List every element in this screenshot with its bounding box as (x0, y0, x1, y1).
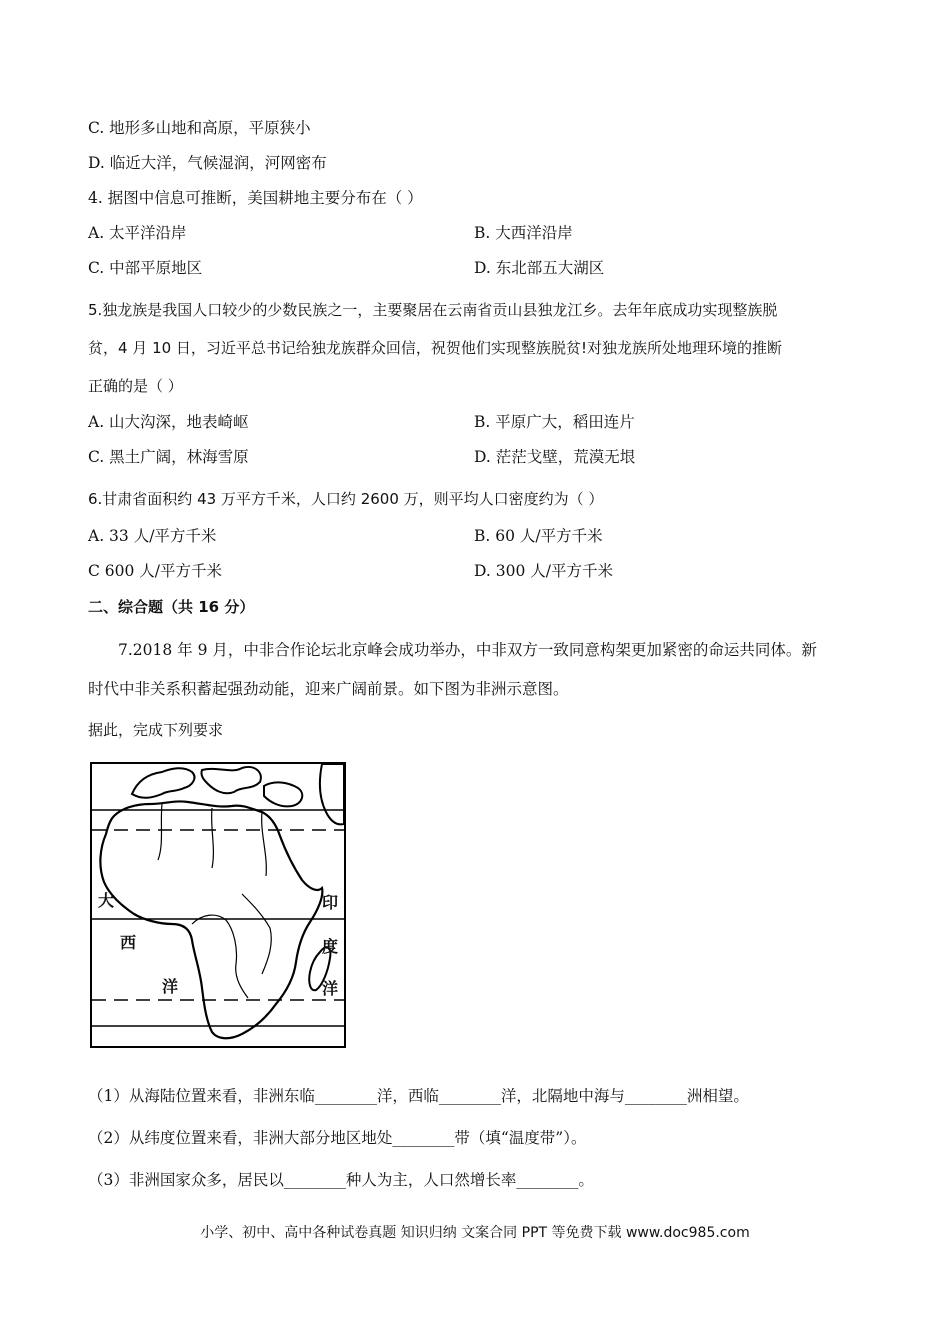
q3-option-d: D. 临近大洋，气候湿润，河网密布 (88, 154, 327, 172)
q7-stem-line2: 时代中非关系积蓄起强劲动能，迎来广阔前景。如下图为非洲示意图。 (88, 680, 569, 698)
q6-option-c: C 600 人/平方千米 (88, 562, 223, 580)
q7-sub2: （2）从纬度位置来看，非洲大部分地区地处________带（填“温度带”）。 (88, 1129, 587, 1147)
q6-option-b: B. 60 人/平方千米 (474, 527, 603, 545)
q3-option-c: C. 地形多山地和高原，平原狭小 (88, 119, 311, 137)
q5-stem-line1: 5.独龙族是我国人口较少的少数民族之一，主要聚居在云南省贡山县独龙江乡。去年年底成功实现整族脱 (88, 301, 778, 319)
q6-option-d: D. 300 人/平方千米 (474, 562, 613, 580)
africa-country-borders (158, 804, 271, 998)
section-2-title: 二、综合题（共 16 分） (88, 598, 255, 616)
q6-stem: 6.甘肃省面积约 43 万平方千米，人口约 2600 万，则平均人口密度约为（ ） (88, 490, 604, 508)
q5-option-c: C. 黑土广阔，林海雪原 (88, 448, 249, 466)
asia-minor-fragment (264, 782, 302, 806)
q5-option-a: A. 山大沟深，地表崎岖 (88, 413, 249, 431)
asia-fragment (320, 764, 344, 824)
q5-stem-line3: 正确的是（ ） (88, 377, 183, 395)
q5-option-b: B. 平原广大，稻田连片 (474, 413, 635, 431)
map-label-da: 大 (98, 891, 115, 910)
map-label-du: 度 (322, 937, 339, 956)
map-label-yang-atlantic: 洋 (162, 977, 179, 996)
q7-sub1: （1）从海陆位置来看，非洲东临________洋，西临________洋，北隔地中海与________洲相望。 (88, 1087, 749, 1105)
africa-map (90, 762, 346, 1048)
q6-option-a: A. 33 人/平方千米 (88, 527, 217, 545)
q7-sub3: （3）非洲国家众多，居民以________种人为主，人口然增长率________。 (88, 1171, 594, 1189)
page-footer: 小学、初中、高中各种试卷真题 知识归纳 文案合同 PPT 等免费下载 www.doc985.com (200, 1225, 750, 1241)
africa-outline (92, 764, 344, 1046)
q4-option-b: B. 大西洋沿岸 (474, 224, 573, 242)
q4-option-d: D. 东北部五大湖区 (474, 259, 605, 277)
q4-option-c: C. 中部平原地区 (88, 259, 203, 277)
q7-stem-line1: 7.2018 年 9 月，中非合作论坛北京峰会成功举办，中非双方一致同意构架更加紧密的命运共同体。新 (118, 641, 817, 659)
q7-stem-line3: 据此，完成下列要求 (88, 721, 224, 739)
q4-stem: 4. 据图中信息可推断，美国耕地主要分布在（ ） (88, 189, 423, 207)
map-label-xi: 西 (120, 933, 137, 952)
europe-fragment-central (201, 767, 260, 793)
europe-fragment-west (132, 768, 194, 798)
africa-continent (100, 801, 322, 1038)
map-label-yin: 印 (322, 893, 339, 912)
q5-stem-line2: 贫，4 月 10 日，习近平总书记给独龙族群众回信，祝贺他们实现整族脱贫!对独龙族所处地理环境的推断 (88, 339, 782, 357)
map-label-yang-indian: 洋 (322, 979, 339, 998)
q5-option-d: D. 茫茫戈壁，荒漠无垠 (474, 448, 636, 466)
q4-option-a: A. 太平洋沿岸 (88, 224, 187, 242)
